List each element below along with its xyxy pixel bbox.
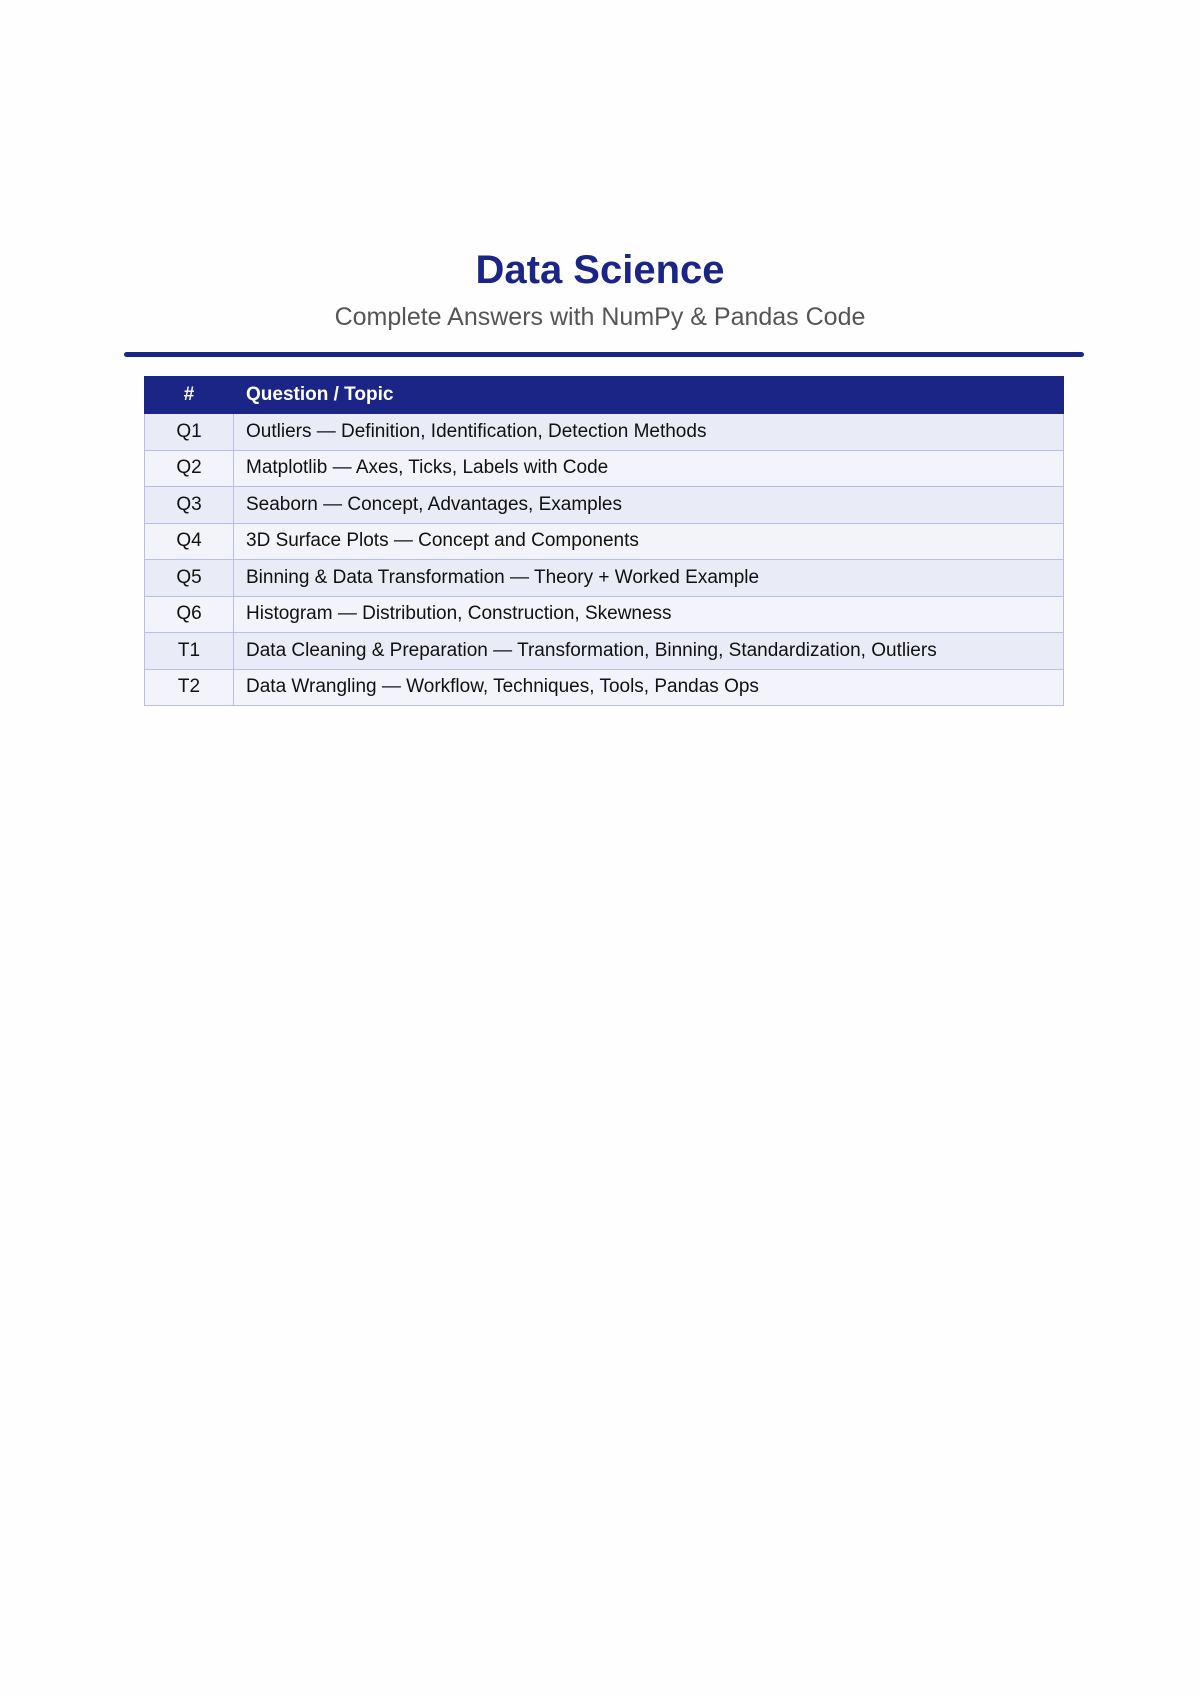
header-number: # [145,377,234,414]
table-row [145,669,1064,706]
row-topic: Data Cleaning & Preparation — Transformation, Binning, Standardization, Outliers [234,633,1064,670]
contents-table [144,376,1064,706]
table-row [145,450,1064,487]
row-number: Q3 [145,487,234,524]
row-topic: 3D Surface Plots — Concept and Components [234,523,1064,560]
table-row [145,633,1064,670]
document-title: Data Science [475,248,725,292]
row-number: Q2 [145,450,234,487]
row-topic: Matplotlib — Axes, Ticks, Labels with Code [234,450,1064,487]
table-header-row [145,377,1064,414]
title-divider [124,352,1084,357]
row-number: Q1 [145,414,234,451]
table-row [145,523,1064,560]
row-number: T1 [145,633,234,670]
row-topic: Data Wrangling — Workflow, Techniques, Tools, Pandas Ops [234,669,1064,706]
table-row [145,560,1064,597]
table-row [145,487,1064,524]
row-number: Q6 [145,596,234,633]
document-subtitle: Complete Answers with NumPy & Pandas Code [334,303,866,331]
row-topic: Histogram — Distribution, Construction, Skewness [234,596,1064,633]
row-topic: Binning & Data Transformation — Theory + Worked Example [234,560,1064,597]
table-row [145,596,1064,633]
row-number: T2 [145,669,234,706]
row-topic: Seaborn — Concept, Advantages, Examples [234,487,1064,524]
row-number: Q5 [145,560,234,597]
header-topic: Question / Topic [234,377,1064,414]
table-row [145,414,1064,451]
row-topic: Outliers — Definition, Identification, Detection Methods [234,414,1064,451]
row-number: Q4 [145,523,234,560]
